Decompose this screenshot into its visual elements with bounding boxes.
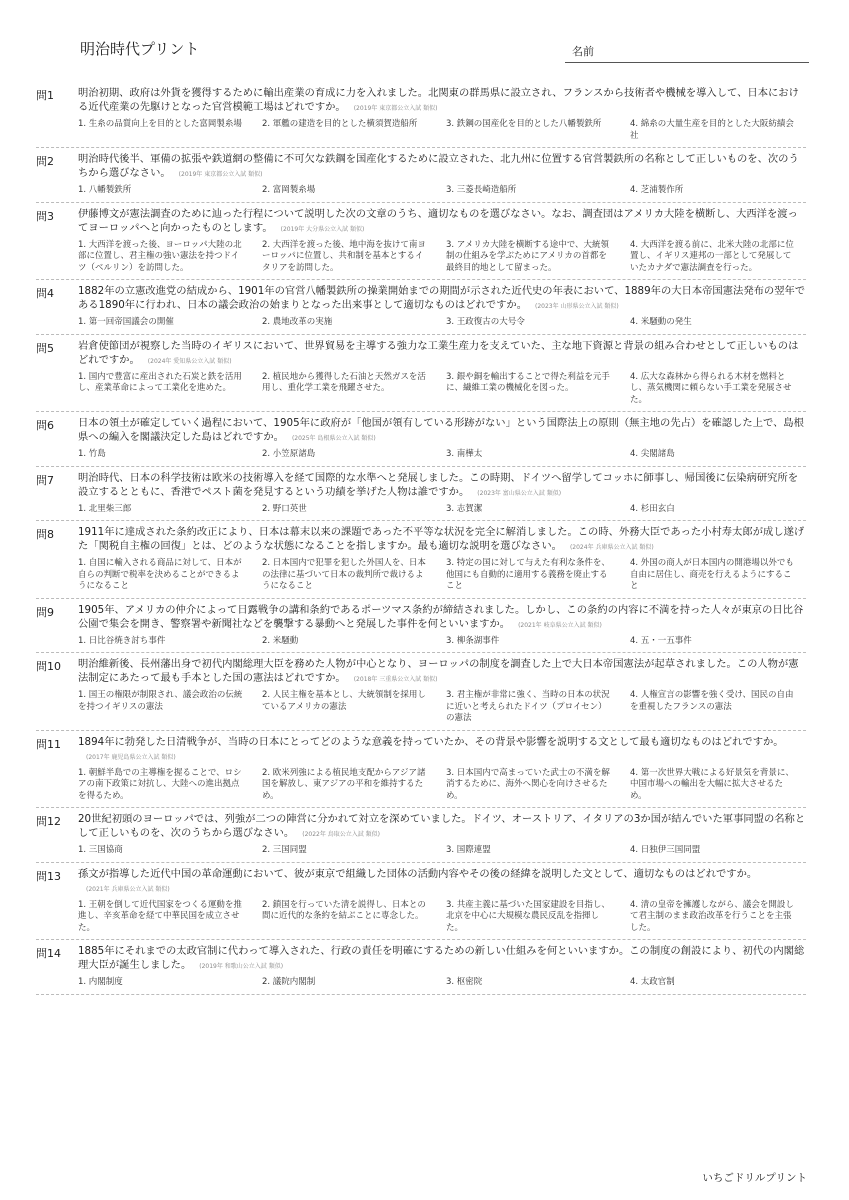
answer-choice: 4. 第一次世界大戦による好景気を背景に、中国市場への輸出を大幅に拡大させるため。 xyxy=(630,767,794,801)
question-source: (2021年 岐阜県公立入試 類似) xyxy=(518,621,602,629)
question-text-wrap xyxy=(78,416,806,446)
question-text-wrap xyxy=(78,86,806,116)
answer-choice: 4. 太政官制 xyxy=(630,977,675,987)
answer-choice: 2. 野口英世 xyxy=(262,503,307,514)
answer-choice: 3. 銀や銅を輸出することで得た利益を元手に、繊維工業の機械化を図った。 xyxy=(446,371,610,393)
choice-list xyxy=(78,558,806,593)
answer-choice: 1. 朝鮮半島での主導権を握ることで、ロシアの南下政策に対抗し、大陸への進出拠点を得るため。 xyxy=(78,767,242,801)
answer-choice: 2. 欧米列強による植民地支配からアジア諸国を解放し、東アジアの平和を維持するため。 xyxy=(262,767,426,801)
footer-brand: いちごドリルプリント xyxy=(702,1172,807,1184)
question-text: 1882年の立憲改進党の結成から、1901年の官営八幡製鉄所の操業開始までの期間が示された近代史の年表において、1889年の大日本帝国憲法発布の翌年である1890年に行われ、日本の議会政治の始まりとなった出来事として適切なものはどれですか。 xyxy=(78,285,806,311)
answer-choice: 3. 王政復古の大号令 xyxy=(446,317,525,327)
choice-list xyxy=(78,977,806,989)
question-block xyxy=(36,467,806,522)
question-source: (2019年 東京都公立入試 類似) xyxy=(353,105,438,112)
answer-choice: 2. 大西洋を渡った後、地中海を抜けて南ヨーロッパに位置し、共和制を基本とするイタリアを訪問した。 xyxy=(262,239,426,273)
answer-choice: 1. 八幡製鉄所 xyxy=(78,185,132,195)
answer-choice: 2. 農地改革の実施 xyxy=(262,317,333,327)
question-text: 伊藤博文が憲法調査のために辿った行程について説明した次の文章のうち、適切なものを選びなさい。なお、調査団はアメリカ大陸を横断し、大西洋を渡ってヨーロッパへと向かったものとします。 xyxy=(78,207,798,234)
question-source: (2017年 鹿児島県公立入試 類似) xyxy=(86,753,176,761)
question-text: 20世紀初頭のヨーロッパでは、列強が二つの陣営に分かれて対立を深めていました。ドイツ、オーストリア、イタリアの3か国が結んでいた軍事同盟の名称として正しいものを、次のうちから選びなさい。 xyxy=(78,813,806,839)
answer-choice: 3. 三菱長崎造船所 xyxy=(446,185,517,195)
answer-choice: 3. アメリカ大陸を横断する途中で、大統領制の仕組みを学ぶためにアメリカの首都を最終目的地として留まった。 xyxy=(446,239,610,273)
question-block xyxy=(36,521,806,599)
answer-choice: 2. 小笠原諸島 xyxy=(262,449,316,459)
question-source: (2023年 富山県公立入試 類似) xyxy=(477,489,562,497)
question-block xyxy=(36,731,806,809)
answer-choice: 3. 共産主義に基づいた国家建設を目指し、北京を中心に大規模な農民反乱を指揮した。 xyxy=(446,899,610,933)
question-text: 明治初期、政府は外貨を獲得するために輸出産業の育成に力を入れました。北関東の群馬県に設立され、フランスから技術者や機械を導入して、日本における近代産業の先駆けとなった官営模範工場はどれですか。 xyxy=(78,87,799,113)
question-source: (2024年 愛知県公立入試 類似) xyxy=(147,357,232,365)
question-source: (2019年 大分県公立入試 類似) xyxy=(280,225,365,233)
question-text-wrap xyxy=(78,525,806,555)
answer-choice: 4. 人権宣言の影響を強く受け、国民の自由を重視したフランスの憲法 xyxy=(630,690,794,712)
answer-choice: 1. 北里柴三郎 xyxy=(78,503,132,514)
answer-choice: 1. 王朝を倒して近代国家をつくる運動を推進し、辛亥革命を経て中華民国を成立させた。 xyxy=(78,899,242,933)
question-source: (2022年 鳥取公立入試 類似) xyxy=(302,831,381,838)
answer-choice: 3. 南樺太 xyxy=(446,449,483,459)
choice-list xyxy=(78,690,806,725)
answer-choice: 1. 内閣制度 xyxy=(78,977,123,987)
question-block xyxy=(36,335,806,413)
answer-choice: 2. 軍艦の建造を目的とした横須賀造船所 xyxy=(262,119,418,129)
answer-choice: 2. 鎖国を行っていた清を説得し、日本との間に近代的な条約を結ぶことに専念した。 xyxy=(262,899,426,921)
answer-choice: 2. 植民地から獲得した石油と天然ガスを活用し、重化学工業を飛躍させた。 xyxy=(262,371,426,393)
choice-list xyxy=(78,317,806,329)
question-number: 問8 xyxy=(36,528,54,541)
question-source: (2023年 山形県公立入試 類似) xyxy=(535,303,619,310)
question-block xyxy=(36,412,806,467)
answer-choice: 1. 三国協商 xyxy=(78,845,123,855)
question-block xyxy=(36,863,806,941)
question-text: 1911年に達成された条約改正により、日本は幕末以来の課題であった不平等な状況を完全に解消しました。この時、外務大臣であった小村寿太郎が成し遂げた「関税自主権の回復」とは、どのような状態になることを指しますか。最も適切な説明を選びなさい。 xyxy=(78,526,805,552)
question-list xyxy=(36,82,806,995)
answer-choice: 4. 綿糸の大量生産を目的とした大阪紡績会社 xyxy=(630,119,794,141)
question-block xyxy=(36,653,806,731)
question-block xyxy=(36,280,806,335)
question-source: (2021年 兵庫県公立入試 類似) xyxy=(86,885,170,893)
choice-list xyxy=(78,900,806,935)
page-header xyxy=(0,0,849,80)
choice-list xyxy=(78,372,806,407)
answer-choice: 1. 国王の権限が制限され、議会政治の伝統を持つイギリスの憲法 xyxy=(78,690,243,712)
question-text-wrap xyxy=(78,812,806,842)
question-block xyxy=(36,940,806,995)
question-source: (2025年 島根県公立入試 類似) xyxy=(291,435,376,442)
question-text: 1894年に勃発した日清戦争が、当時の日本にとってどのような意義を持っていたか、その背景や影響を説明する文として最も適切なものはどれですか。 xyxy=(78,735,784,748)
answer-choice: 3. 日本国内で高まっていた武士の不満を解消するために、海外へ関心を向けさせるため。 xyxy=(446,767,610,801)
question-text-wrap xyxy=(78,867,806,897)
name-label: 名前 xyxy=(572,45,594,58)
choice-list xyxy=(78,119,806,142)
choice-list xyxy=(78,768,806,803)
question-number: 問1 xyxy=(36,89,54,102)
answer-choice: 1. 竹島 xyxy=(78,449,106,459)
question-block xyxy=(36,808,806,863)
question-text-wrap xyxy=(78,603,806,633)
answer-choice: 1. 生糸の品質向上を目的とした富岡製糸場 xyxy=(78,119,242,129)
answer-choice: 3. 特定の国に対して与えた有利な条件を、他国にも自動的に適用する義務を廃止すること xyxy=(446,558,610,591)
answer-choice: 4. 大西洋を渡る前に、北米大陸の北部に位置し、イギリス連邦の一部として発展していたカナダで憲法調査を行った。 xyxy=(630,239,794,273)
answer-choice: 2. 日本国内で犯罪を犯した外国人を、日本の法律に基づいて日本の裁判所で裁けるようになること xyxy=(262,558,426,591)
question-number: 問6 xyxy=(36,419,54,432)
question-number: 問12 xyxy=(36,815,61,828)
question-source: (2024年 兵庫県公立入試 類似) xyxy=(569,544,654,551)
question-text: 岩倉使節団が視察した当時のイギリスにおいて、世界貿易を主導する強力な工業生産力を支えていた、主な地下資源と背景の組み合わせとして正しいものはどれですか。 xyxy=(78,339,799,366)
answer-choice: 3. 鉄鋼の国産化を目的とした八幡製鉄所 xyxy=(446,119,602,129)
answer-choice: 4. 清の皇帝を擁護しながら、議会を開設して君主制のまま政治改革を行うことを主張した。 xyxy=(630,899,794,933)
question-text-wrap xyxy=(78,471,806,501)
question-source: (2018年 三重県公立入試 類似) xyxy=(353,676,438,683)
question-block xyxy=(36,599,806,654)
question-number: 問4 xyxy=(36,287,54,300)
answer-choice: 1. 大西洋を渡った後、ヨーロッパ大陸の北部に位置し、君主権の強い憲法を持つドイツ（ベルリン）を訪問した。 xyxy=(78,239,242,273)
question-number: 問3 xyxy=(36,209,54,223)
page-title: 明治時代プリント xyxy=(80,40,200,58)
answer-choice: 3. 国際連盟 xyxy=(446,845,491,855)
question-text-wrap xyxy=(78,207,806,237)
answer-choice: 4. 五・一五事件 xyxy=(630,635,692,646)
question-number: 問14 xyxy=(36,947,61,960)
name-line xyxy=(565,62,809,63)
question-text: 明治時代後半、軍備の拡張や鉄道網の整備に不可欠な鉄鋼を国産化するために設立された、北九州に位置する官営製鉄所の名称として正しいものを、次のうちから選びなさい。 xyxy=(78,153,799,179)
question-number: 問7 xyxy=(36,473,54,487)
answer-choice: 1. 国内で豊富に産出された石炭と鉄を活用し、産業革命によって工業化を進めた。 xyxy=(78,371,242,393)
question-text-wrap xyxy=(78,657,806,687)
answer-choice: 1. 日比谷焼き討ち事件 xyxy=(78,635,166,646)
question-number: 問10 xyxy=(36,660,61,673)
choice-list xyxy=(78,504,806,516)
answer-choice: 3. 君主権が非常に強く、当時の日本の状況に近いと考えられたドイツ（プロイセン）の憲法 xyxy=(446,690,610,723)
answer-choice: 4. 杉田玄白 xyxy=(630,503,675,514)
choice-list xyxy=(78,636,806,648)
question-block xyxy=(36,203,806,281)
choice-list xyxy=(78,845,806,857)
question-text: 日本の領土が確定していく過程において、1905年に政府が「他国が領有している形跡がない」という国際法上の原則（無主地の先占）を確認した上で、島根県への編入を閣議決定した島はどれですか。 xyxy=(78,417,804,443)
answer-choice: 1. 自国に輸入される商品に対して、日本が自らの判断で税率を決めることができるようになること xyxy=(78,558,242,591)
question-source: (2019年 東京都公立入試 類似) xyxy=(178,171,263,178)
answer-choice: 3. 志賀潔 xyxy=(446,503,483,514)
question-source: (2019年 和歌山公立入試 類似) xyxy=(199,963,284,970)
answer-choice: 4. 広大な森林から得られる木材を燃料とし、蒸気機関に頼らない手工業を発展させた。 xyxy=(630,371,792,405)
answer-choice: 4. 日独伊三国同盟 xyxy=(630,845,701,855)
question-block xyxy=(36,148,806,203)
answer-choice: 4. 芝浦製作所 xyxy=(630,185,684,195)
answer-choice: 1. 第一回帝国議会の開催 xyxy=(78,317,174,327)
answer-choice: 2. 三国同盟 xyxy=(262,845,307,855)
question-number: 問9 xyxy=(36,605,54,619)
answer-choice: 3. 枢密院 xyxy=(446,977,483,987)
question-text: 明治時代、日本の科学技術は欧米の技術導入を経て国際的な水準へと発展しました。この時期、ドイツへ留学してコッホに師事し、帰国後に伝染病研究所を設立するとともに、香港でペスト菌を発見するという功績を挙げた人物は誰ですか。 xyxy=(78,471,799,498)
answer-choice: 2. 米騒動 xyxy=(262,635,299,646)
question-text: 孫文が指導した近代中国の革命運動において、彼が東京で組織した団体の活動内容やその後の経緯を説明した文として、適切なものはどれですか。 xyxy=(78,867,758,880)
question-text-wrap xyxy=(78,284,806,314)
answer-choice: 3. 柳条湖事件 xyxy=(446,635,500,646)
question-text: 1885年にそれまでの太政官制に代わって導入された、行政の責任を明確にするための新しい仕組みを何といいますか。この制度の創設により、初代の内閣総理大臣が誕生しました。 xyxy=(78,945,805,971)
question-text: 明治維新後、長州藩出身で初代内閣総理大臣を務めた人物が中心となり、ヨーロッパの制度を調査した上で大日本帝国憲法が起草されました。この人物が憲法制定にあたって最も手本とした国の憲法はどれですか。 xyxy=(78,658,799,684)
choice-list xyxy=(78,185,806,197)
choice-list xyxy=(78,240,806,275)
answer-choice: 4. 外国の商人が日本国内の開港場以外でも自由に居住し、商売を行えるようにすること xyxy=(630,558,794,591)
question-number: 問13 xyxy=(36,869,61,883)
choice-list xyxy=(78,449,806,461)
answer-choice: 2. 富岡製糸場 xyxy=(262,185,316,195)
answer-choice: 4. 米騒動の発生 xyxy=(630,317,692,327)
question-block xyxy=(36,82,806,148)
question-text-wrap xyxy=(78,944,806,974)
answer-choice: 4. 尖閣諸島 xyxy=(630,449,675,459)
answer-choice: 2. 議院内閣制 xyxy=(262,977,316,987)
question-text-wrap xyxy=(78,152,806,182)
question-number: 問11 xyxy=(36,737,61,751)
question-number: 問2 xyxy=(36,155,54,168)
question-text-wrap xyxy=(78,339,806,369)
question-text: 1905年、アメリカの仲介によって日露戦争の講和条約であるポーツマス条約が締結されました。しかし、この条約の内容に不満を持った人々が東京の日比谷公園で集会を開き、警察署や新聞社などを襲撃する暴動へと発展した事件を何といいますか。 xyxy=(78,603,804,630)
answer-choice: 2. 人民主権を基本とし、大統領制を採用しているアメリカの憲法 xyxy=(262,690,426,712)
question-number: 問5 xyxy=(36,341,54,355)
question-text-wrap xyxy=(78,735,806,765)
